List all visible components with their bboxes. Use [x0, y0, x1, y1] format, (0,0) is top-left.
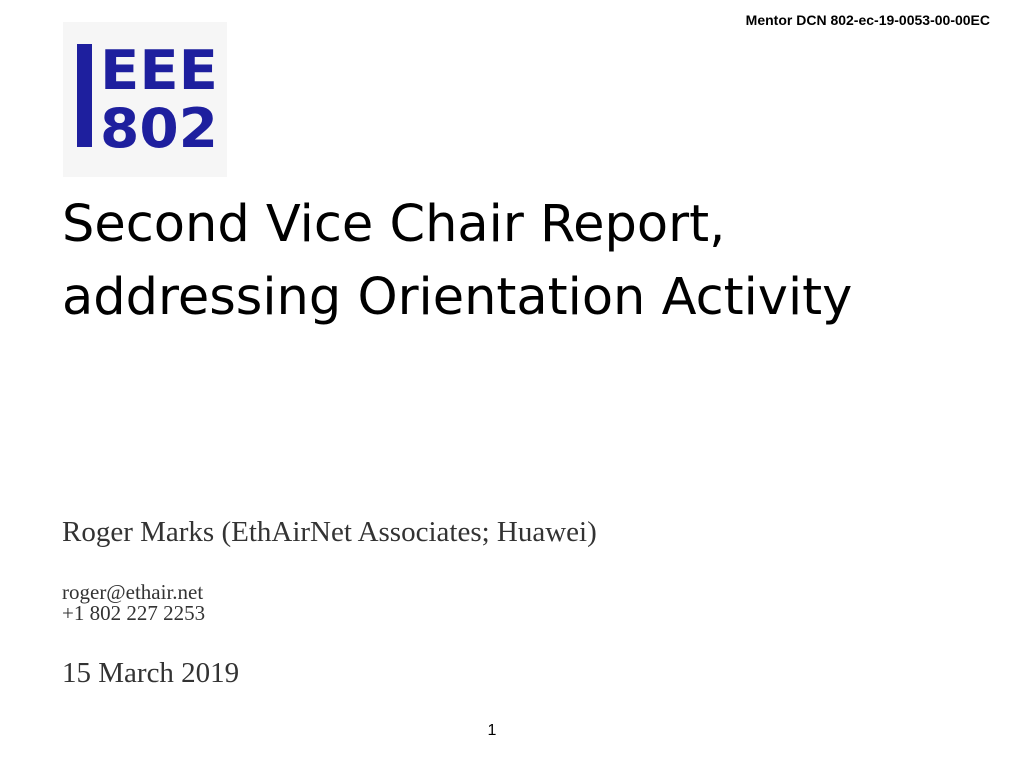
document-id: Mentor DCN 802-ec-19-0053-00-00EC [745, 12, 990, 28]
title-line-1: Second Vice Chair Report, [62, 195, 726, 254]
logo-bar [77, 44, 92, 147]
ieee-802-logo [63, 22, 227, 177]
logo-line1: EEE [100, 39, 218, 102]
author-email: roger@ethair.net [62, 580, 204, 604]
title-line-2: addressing Orientation Activity [62, 268, 853, 327]
author-name: Roger Marks (EthAirNet Associates; Huawei) [62, 516, 597, 548]
ieee-802-logo-graphic [63, 22, 227, 177]
presentation-date: 15 March 2019 [62, 657, 240, 689]
slide-title [62, 188, 982, 334]
page-number: 1 [487, 722, 497, 739]
author-phone: +1 802 227 2253 [62, 601, 206, 625]
logo-line2: 802 [100, 97, 218, 160]
